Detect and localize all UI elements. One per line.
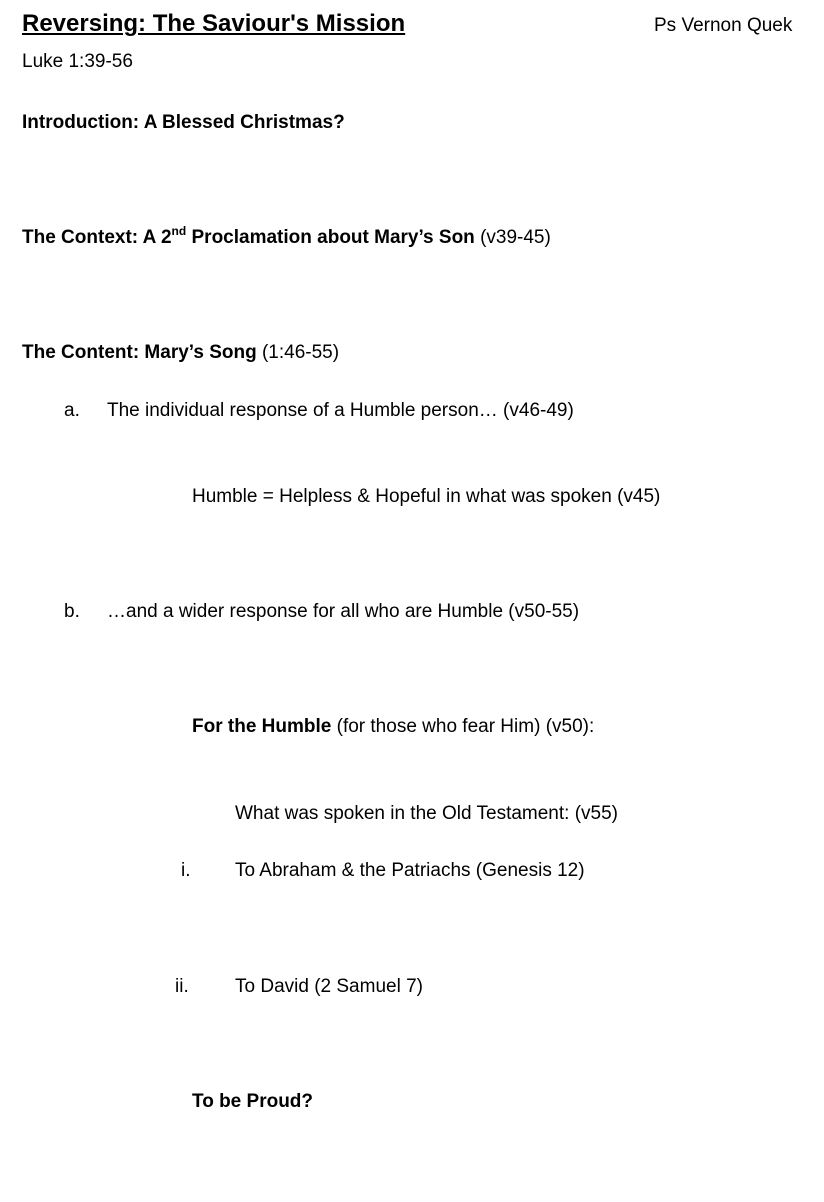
context-heading-superscript: nd	[171, 223, 187, 238]
context-heading-suffix: Proclamation about Mary’s Son	[186, 227, 475, 248]
point-b-marker: b.	[64, 601, 80, 622]
for-humble-line	[192, 715, 594, 739]
subpoint-i-text: To Abraham & the Patriachs (Genesis 12)	[235, 860, 585, 881]
humble-definition: Humble = Helpless & Hopeful in what was spoken (v45)	[192, 486, 661, 507]
context-heading-prefix: The Context: A 2	[22, 227, 172, 248]
context-verse-ref: (v39-45)	[474, 227, 551, 248]
for-humble-rest: (for those who fear Him) (v50):	[331, 716, 595, 737]
subpoint-i-marker: i.	[181, 860, 191, 881]
scripture-reference: Luke 1:39-56	[22, 51, 133, 72]
for-humble-bold: For the Humble	[192, 716, 332, 737]
point-b-text: …and a wider response for all who are Humble (v50-55)	[107, 601, 580, 622]
content-heading-label: The Content: Mary’s Song	[22, 342, 257, 363]
introduction-heading: Introduction: A Blessed Christmas?	[22, 112, 345, 133]
point-a-text: The individual response of a Humble person… (v46-49)	[107, 400, 574, 421]
speaker-name: Ps Vernon Quek	[654, 15, 793, 36]
content-verse-ref: (1:46-55)	[256, 342, 340, 363]
subpoint-ii-marker: ii.	[175, 976, 189, 997]
content-heading	[22, 341, 339, 365]
point-a-marker: a.	[64, 400, 80, 421]
sermon-title: Reversing: The Saviour's Mission	[22, 10, 406, 37]
old-testament-line: What was spoken in the Old Testament: (v55)	[235, 803, 618, 824]
proud-heading: To be Proud?	[192, 1091, 314, 1112]
context-heading	[22, 223, 551, 250]
subpoint-ii-text: To David (2 Samuel 7)	[235, 976, 423, 997]
